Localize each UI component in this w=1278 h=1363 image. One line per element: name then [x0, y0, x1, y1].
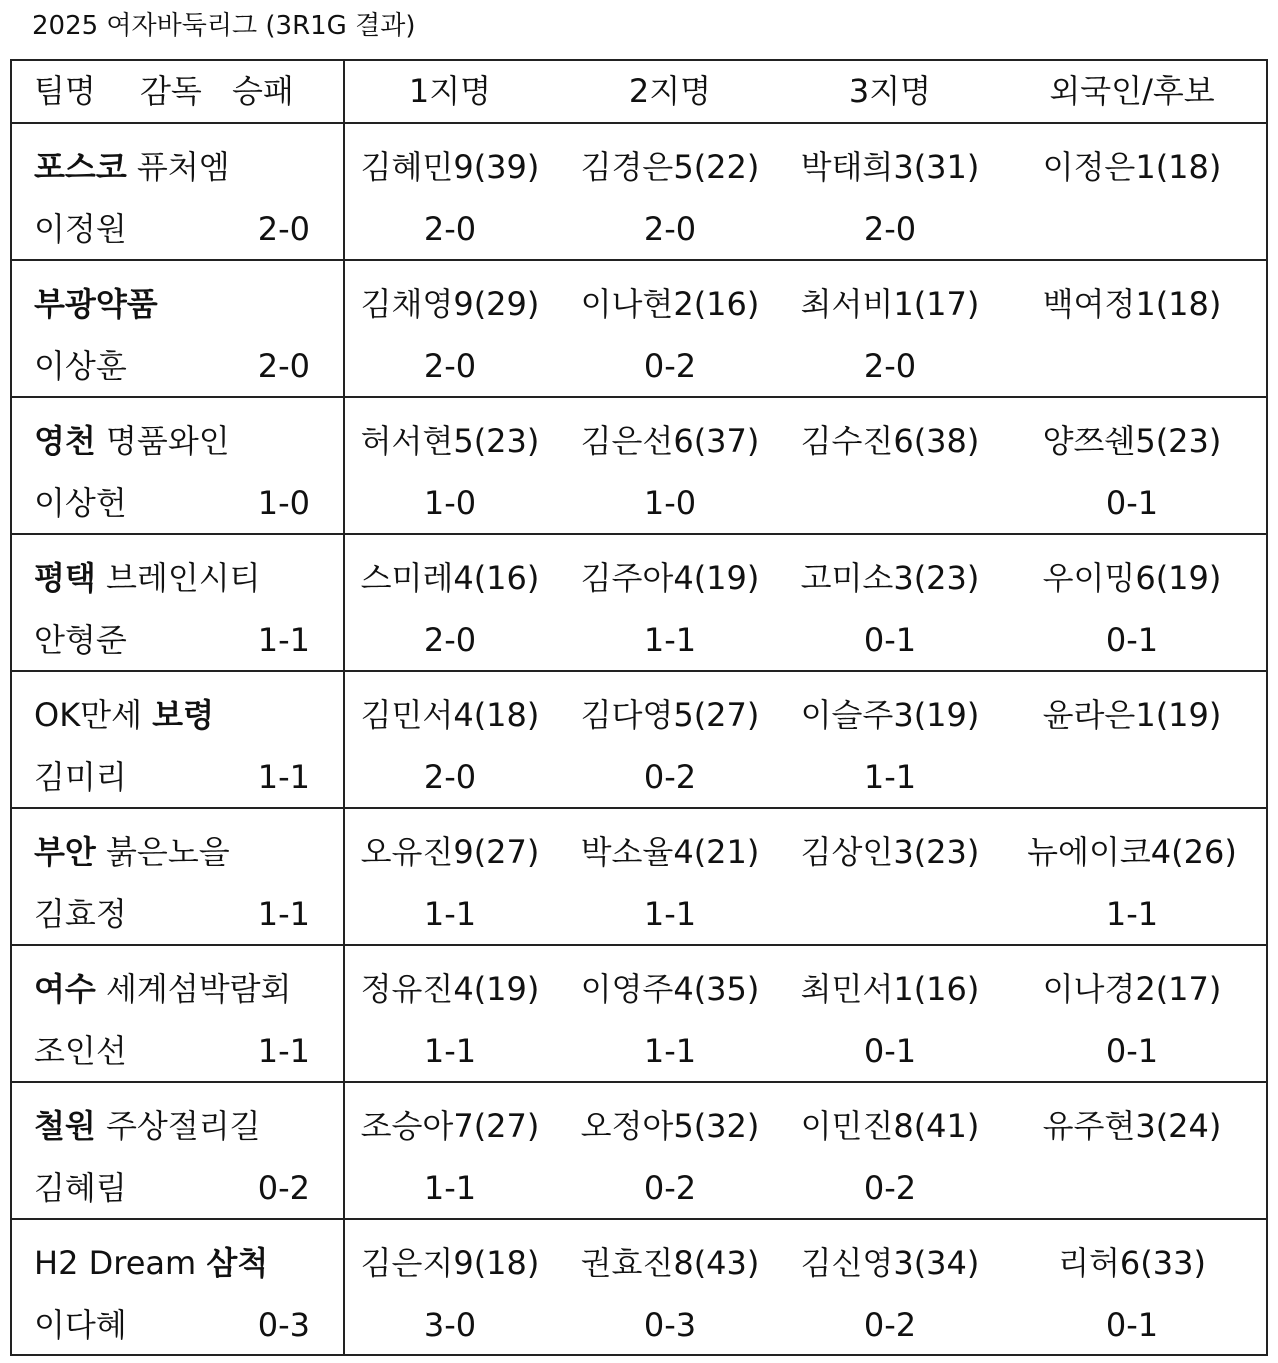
coach-name: 조인선 [34, 1032, 127, 1070]
player-result-4: 0-1 [1105, 1306, 1159, 1344]
team-name [34, 281, 158, 327]
player-pick-2: 이영주4(35) [580, 970, 760, 1008]
team-name-bold: 영천 [34, 422, 96, 460]
player-result-2: 0-2 [643, 1169, 697, 1207]
player-result-2: 1-1 [643, 621, 697, 659]
player-pick-4: 백여정1(18) [1042, 285, 1222, 323]
player-pick-3: 박태희3(31) [800, 148, 980, 186]
player-result-3: 2-0 [863, 210, 917, 248]
player-pick-4: 이정은1(18) [1042, 148, 1222, 186]
player-result-2: 2-0 [643, 210, 697, 248]
team-name-bold: 평택 [34, 559, 96, 597]
player-pick-1: 김혜민9(39) [360, 148, 540, 186]
table-row [12, 809, 1266, 946]
team-name [34, 418, 230, 464]
team-name-prefix: H2 Dream [34, 1244, 207, 1282]
player-result-2: 0-3 [643, 1306, 697, 1344]
player-pick-1: 오유진9(27) [360, 833, 540, 871]
results-table [10, 59, 1268, 1356]
player-pick-3: 이슬주3(19) [800, 696, 980, 734]
table-row [12, 1083, 1266, 1220]
player-pick-4: 뉴에이코4(26) [1027, 833, 1237, 871]
player-result-4: 1-1 [1105, 895, 1159, 933]
page-title: 2025 여자바둑리그 (3R1G 결과) [32, 11, 416, 41]
team-record: 2-0 [257, 347, 310, 385]
player-pick-4: 리허6(33) [1058, 1244, 1206, 1282]
player-pick-1: 조승아7(27) [360, 1107, 540, 1145]
header-coach: 감독 [140, 72, 202, 110]
player-pick-3: 최서비1(17) [800, 285, 980, 323]
player-pick-3: 최민서1(16) [800, 970, 980, 1008]
table-row [12, 124, 1266, 261]
player-result-1: 3-0 [423, 1306, 477, 1344]
player-pick-2: 이나현2(16) [580, 285, 760, 323]
coach-name: 이다혜 [34, 1306, 127, 1344]
team-name-rest: 붉은노을 [95, 833, 230, 871]
team-record: 1-1 [257, 621, 310, 659]
team-name [34, 692, 214, 738]
player-result-4: 0-1 [1105, 1032, 1159, 1070]
player-pick-2: 김주아4(19) [580, 559, 760, 597]
header-foreign-reserve: 외국인/후보 [1049, 72, 1215, 110]
table-row [12, 946, 1266, 1083]
coach-name: 이상훈 [34, 347, 127, 385]
player-pick-3: 이민진8(41) [800, 1107, 980, 1145]
team-name [34, 829, 230, 875]
player-pick-2: 김경은5(22) [580, 148, 760, 186]
player-pick-4: 우이밍6(19) [1042, 559, 1222, 597]
player-result-4: 0-1 [1105, 484, 1159, 522]
coach-name: 이상헌 [34, 484, 127, 522]
header-pick-1: 1지명 [408, 72, 492, 110]
table-row [12, 1220, 1266, 1357]
table-header [12, 61, 1266, 124]
player-result-2: 1-1 [643, 1032, 697, 1070]
player-result-1: 1-1 [423, 895, 477, 933]
player-pick-2: 김은선6(37) [580, 422, 760, 460]
team-name [34, 1240, 268, 1286]
player-result-1: 2-0 [423, 621, 477, 659]
player-result-2: 1-0 [643, 484, 697, 522]
player-result-3: 2-0 [863, 347, 917, 385]
player-pick-4: 이나경2(17) [1042, 970, 1222, 1008]
player-pick-3: 김상인3(23) [800, 833, 980, 871]
player-pick-4: 유주현3(24) [1042, 1107, 1222, 1145]
player-result-1: 2-0 [423, 210, 477, 248]
player-result-2: 0-2 [643, 758, 697, 796]
team-name-bold: 철원 [34, 1107, 96, 1145]
team-name-rest: 주상절리길 [95, 1107, 261, 1145]
player-result-4: 0-1 [1105, 621, 1159, 659]
player-result-3: 0-2 [863, 1169, 917, 1207]
player-pick-3: 김신영3(34) [800, 1244, 980, 1282]
player-pick-3: 고미소3(23) [800, 559, 980, 597]
team-name-bold: 보령 [152, 696, 214, 734]
coach-name: 김미리 [34, 758, 127, 796]
header-record: 승패 [232, 72, 294, 110]
player-result-3: 0-1 [863, 621, 917, 659]
team-name-bold: 여수 [34, 970, 96, 1008]
team-name-bold: 삼척 [206, 1244, 269, 1282]
table-row [12, 672, 1266, 809]
team-name-prefix: OK만세 [34, 696, 153, 734]
header-pick-2: 2지명 [628, 72, 712, 110]
team-name-rest: 명품와인 [95, 422, 230, 460]
team-name-rest: 퓨처엠 [126, 148, 230, 186]
coach-name: 안형준 [34, 621, 127, 659]
team-name-bold: 포스코 [34, 148, 127, 186]
coach-name: 이정원 [34, 210, 127, 248]
player-result-2: 0-2 [643, 347, 697, 385]
player-result-1: 1-1 [423, 1169, 477, 1207]
header-team: 팀명 [34, 72, 96, 110]
team-name-rest: 세계섬박람회 [95, 970, 292, 1008]
player-result-1: 2-0 [423, 347, 477, 385]
team-name-rest: 브레인시티 [95, 559, 261, 597]
player-pick-2: 권효진8(43) [580, 1244, 760, 1282]
player-result-2: 1-1 [643, 895, 697, 933]
player-pick-1: 스미레4(16) [360, 559, 540, 597]
player-pick-2: 박소율4(21) [580, 833, 760, 871]
player-pick-1: 정유진4(19) [360, 970, 540, 1008]
team-name [34, 966, 291, 1012]
player-result-3: 0-1 [863, 1032, 917, 1070]
header-pick-3: 3지명 [848, 72, 932, 110]
team-record: 1-0 [257, 484, 310, 522]
player-pick-4: 윤라은1(19) [1042, 696, 1222, 734]
player-pick-1: 김채영9(29) [360, 285, 540, 323]
player-result-3: 0-2 [863, 1306, 917, 1344]
player-pick-1: 김민서4(18) [360, 696, 540, 734]
player-pick-1: 김은지9(18) [360, 1244, 540, 1282]
team-record: 0-3 [257, 1306, 310, 1344]
coach-name: 김혜림 [34, 1169, 127, 1207]
player-result-1: 1-1 [423, 1032, 477, 1070]
player-pick-1: 허서현5(23) [360, 422, 540, 460]
player-pick-4: 양쯔쉔5(23) [1042, 422, 1222, 460]
table-row [12, 535, 1266, 672]
team-name [34, 144, 230, 190]
team-record: 0-2 [257, 1169, 310, 1207]
player-pick-2: 오정아5(32) [580, 1107, 760, 1145]
team-record: 2-0 [257, 210, 310, 248]
team-name [34, 555, 261, 601]
team-name-bold: 부안 [34, 833, 96, 871]
team-name-bold: 부광약품 [34, 285, 158, 323]
player-result-1: 1-0 [423, 484, 477, 522]
team-record: 1-1 [257, 1032, 310, 1070]
coach-name: 김효정 [34, 895, 127, 933]
team-record: 1-1 [257, 895, 310, 933]
team-name [34, 1103, 261, 1149]
player-pick-3: 김수진6(38) [800, 422, 980, 460]
team-record: 1-1 [257, 758, 310, 796]
player-result-3: 1-1 [863, 758, 917, 796]
player-pick-2: 김다영5(27) [580, 696, 760, 734]
player-result-1: 2-0 [423, 758, 477, 796]
table-row [12, 261, 1266, 398]
table-row [12, 398, 1266, 535]
